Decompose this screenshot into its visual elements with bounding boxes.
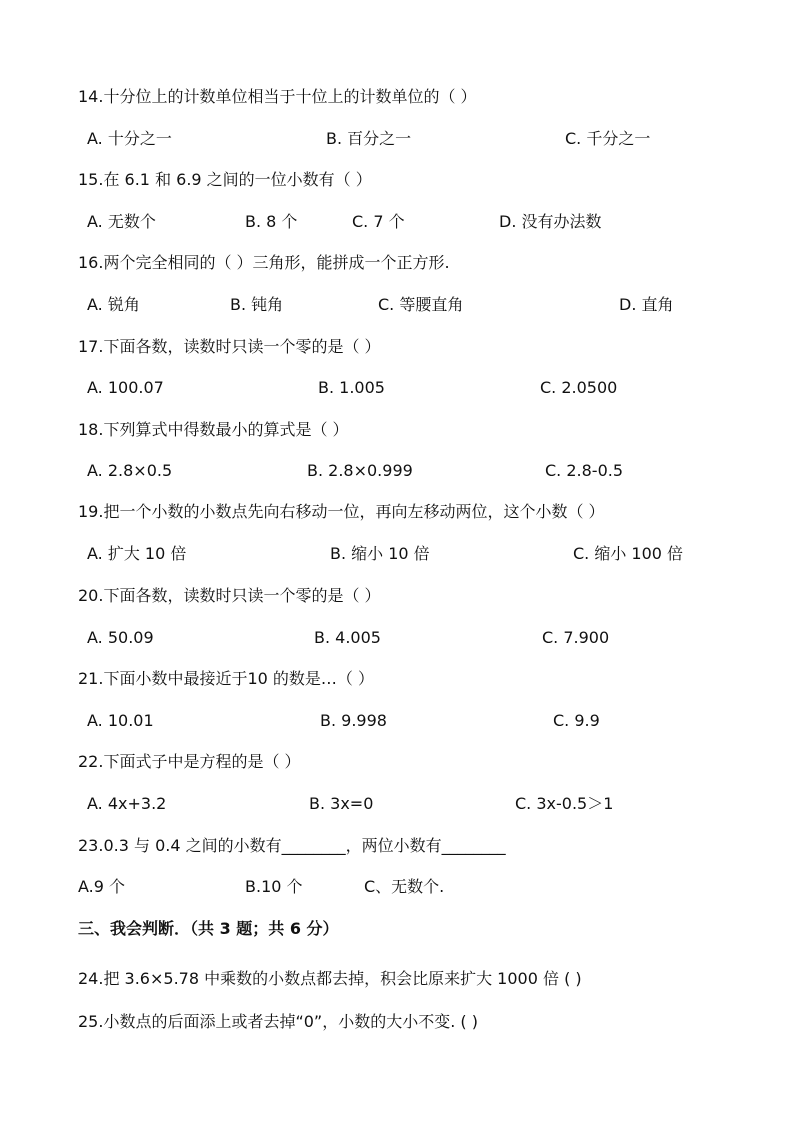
question-17: 17.下面各数，读数时只读一个零的是（ ） [78,337,381,356]
option-a: A. 十分之一 [87,129,172,148]
option-c: C. 缩小 100 倍 [573,544,684,563]
question-14: 14.十分位上的计数单位相当于十位上的计数单位的（ ） [78,87,477,106]
question-15: 15.在 6.1 和 6.9 之间的一位小数有（ ） [78,170,372,189]
option-b: B. 8 个 [245,212,298,231]
option-b: B.10 个 [245,877,303,896]
option-a: A. 扩大 10 倍 [87,544,187,563]
question-19: 19.把一个小数的小数点先向右移动一位，再向左移动两位，这个小数（ ） [78,502,605,521]
option-b: B. 百分之一 [326,129,412,148]
question-16: 16.两个完全相同的（ ）三角形，能拼成一个正方形. [78,253,450,272]
question-21-options [0,710,794,732]
option-c: C. 7 个 [352,212,405,231]
question-17-options [0,377,794,399]
question-19-options [0,543,794,565]
question-22-options [0,793,794,815]
option-a: A. 100.07 [87,378,164,397]
question-23: 23.0.3 与 0.4 之间的小数有________，两位小数有________ [78,836,506,855]
question-15-options [0,211,794,233]
option-c: C. 千分之一 [565,129,651,148]
question-20-options [0,627,794,649]
option-b: B. 2.8×0.999 [307,461,413,480]
option-b: B. 9.998 [320,711,387,730]
question-21: 21.下面小数中最接近于10 的数是…（ ） [78,669,374,688]
question-24: 24.把 3.6×5.78 中乘数的小数点都去掉，积会比原来扩大 1000 倍 ( ) [78,969,582,988]
option-c: C. 2.8-0.5 [545,461,624,480]
option-d: D. 直角 [619,295,674,314]
question-18: 18.下列算式中得数最小的算式是（ ） [78,420,349,439]
question-18-options [0,460,794,482]
question-23-options [0,876,794,898]
option-c: C. 等腰直角 [378,295,464,314]
question-20: 20.下面各数，读数时只读一个零的是（ ） [78,586,381,605]
option-a: A. 4x+3.2 [87,794,167,813]
option-b: B. 3x=0 [309,794,374,813]
option-a: A. 锐角 [87,295,140,314]
option-a: A. 2.8×0.5 [87,461,173,480]
option-b: B. 缩小 10 倍 [330,544,430,563]
question-16-options [0,294,794,316]
question-14-options [0,128,794,150]
option-a: A. 10.01 [87,711,154,730]
option-b: B. 4.005 [314,628,381,647]
option-c: C. 9.9 [553,711,600,730]
option-a: A.9 个 [78,877,126,896]
option-a: A. 50.09 [87,628,154,647]
option-c: C. 7.900 [542,628,610,647]
option-d: D. 没有办法数 [499,212,602,231]
option-b: B. 1.005 [318,378,385,397]
option-c: C. 2.0500 [540,378,618,397]
option-b: B. 钝角 [230,295,284,314]
section-heading: 三、我会判断．（共 3 题；共 6 分） [78,919,339,938]
option-a: A. 无数个 [87,212,156,231]
option-c: C、无数个. [364,877,445,896]
question-25: 25.小数点的后面添上或者去掉“0”，小数的大小不变. ( ) [78,1012,478,1031]
option-c: C. 3x-0.5＞1 [515,794,614,813]
question-22: 22.下面式子中是方程的是（ ） [78,752,301,771]
